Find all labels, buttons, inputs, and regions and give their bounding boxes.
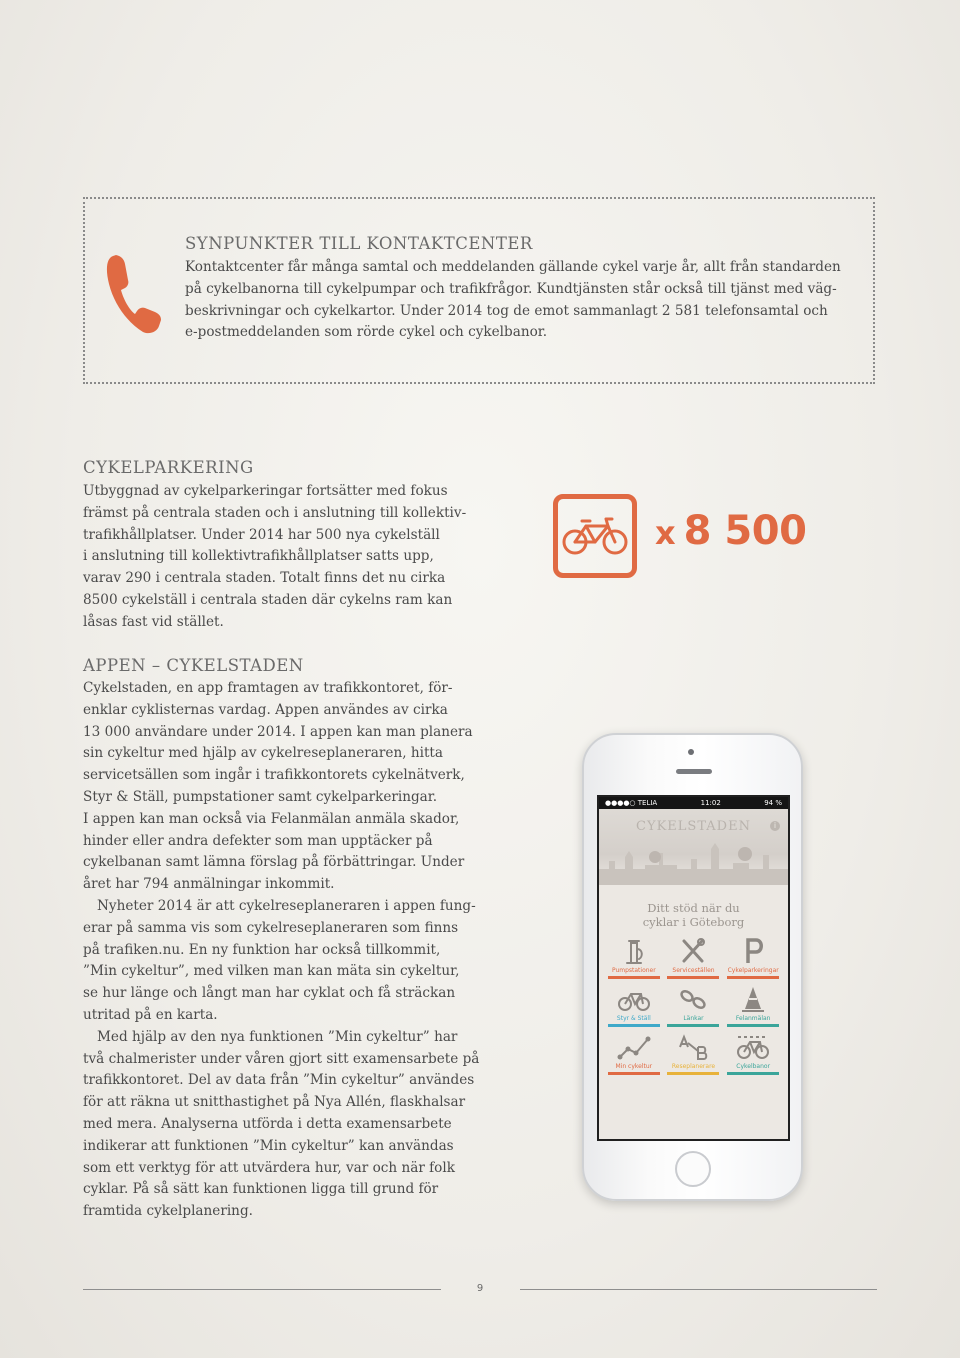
tile-label: Cykelparkeringar <box>727 967 779 974</box>
bike-lanes-icon <box>736 1033 770 1061</box>
menu-tile-lankar[interactable] <box>667 985 721 1027</box>
battery-label: 94 % <box>764 799 782 807</box>
text-line: framtida cykelplanering. <box>83 1203 253 1220</box>
text-line: enklar cyklisternas vardag. Appen användes av cirka <box>83 701 448 718</box>
tile-label: Serviceställen <box>672 967 715 974</box>
tile-underline <box>608 976 660 979</box>
text-line: erar på samma vis som cykelreseplaneraren som finns <box>83 919 459 936</box>
app-tagline <box>599 901 788 929</box>
status-bar <box>599 797 788 809</box>
text-line: Utbyggnad av cykelparkeringar fortsätter med fokus <box>83 483 448 499</box>
count-prefix: x <box>655 514 676 552</box>
phone-mockup <box>582 733 803 1201</box>
tagline-line: Ditt stöd när du <box>647 901 740 915</box>
tile-label: Pumpstationer <box>611 967 656 974</box>
menu-tile-pumpstationer[interactable] <box>607 937 661 979</box>
parking-heading: CYKELPARKERING <box>83 458 254 477</box>
text-line: beskrivningar och cykelkartor. Under 2014 tog de emot sammanlagt 2 581 telefonsamtal och <box>185 302 828 319</box>
text-line: varav 290 i centrala staden. Totalt finns det nu cirka <box>83 570 446 587</box>
phone-icon <box>101 250 163 336</box>
app-title: CYKELSTADEN <box>636 819 751 834</box>
bicycle-icon <box>562 516 628 556</box>
links-icon <box>676 985 710 1013</box>
bike-parking-badge <box>553 494 637 578</box>
count-value: 8 500 <box>683 508 807 554</box>
parking-body <box>83 481 466 634</box>
tile-underline <box>727 976 779 979</box>
contact-heading: SYNPUNKTER TILL KONTAKTCENTER <box>185 234 533 253</box>
tools-icon <box>676 937 710 965</box>
tile-underline <box>608 1024 660 1027</box>
pump-icon <box>617 937 651 965</box>
menu-tile-felanmalan[interactable] <box>726 985 780 1027</box>
home-button[interactable] <box>675 1151 711 1187</box>
tile-underline <box>667 1072 719 1075</box>
tile-label: Cykelbanor <box>736 1063 771 1070</box>
info-icon[interactable]: i <box>770 821 780 831</box>
text-line: indikerar att funktionen ”Min cykeltur” kan användas <box>83 1137 454 1154</box>
parking-icon <box>736 937 770 965</box>
tagline-line: cyklar i Göteborg <box>642 915 745 929</box>
footer-rule-right <box>520 1289 877 1290</box>
text-line: sin cykeltur med hjälp av cykelreseplaneraren, hitta <box>83 745 443 762</box>
tile-label: Min cykeltur <box>615 1063 653 1070</box>
text-line: främst på centrala staden och i anslutning till kollektiv- <box>83 504 467 521</box>
paragraph <box>83 896 479 1027</box>
cone-icon <box>736 985 770 1013</box>
text-line: med mera. Analyserna utförda i detta examensarbete <box>83 1115 452 1132</box>
text-line: i anslutning till kollektivtrafikhållplatser satts upp, <box>83 548 434 565</box>
app-menu-grid <box>599 929 788 1075</box>
tile-label: Länkar <box>683 1015 704 1022</box>
bicycle-icon <box>617 985 651 1013</box>
text-line: 13 000 användare under 2014. I appen kan man planera <box>83 723 473 740</box>
text-line: 8500 cykelställ i centrala staden där cykelns ram kan <box>83 591 453 608</box>
planner-icon <box>676 1033 710 1061</box>
text-line: Med hjälp av den nya funktionen ”Min cykeltur” har <box>97 1028 458 1045</box>
text-line: Kontaktcenter får många samtal och meddelanden gällande cykel varje år, allt från standarden <box>185 259 841 275</box>
tile-underline <box>667 976 719 979</box>
bike-parking-count <box>655 508 806 554</box>
app-header <box>599 809 788 885</box>
menu-tile-reseplanerare[interactable] <box>667 1033 721 1075</box>
speaker-grille <box>676 769 712 774</box>
text-line: på cykelbanorna till cykelpumpar och trafikfrågor. Kundtjänsten står också till tjänst med väg- <box>185 280 837 297</box>
tile-underline <box>608 1072 660 1075</box>
contact-body <box>185 257 841 344</box>
text-line: två chalmerister under våren gjort sitt examensarbete på <box>83 1050 480 1067</box>
clock-label: 11:02 <box>700 799 721 807</box>
text-line: e-postmeddelanden som rörde cykel och cykelbanor. <box>185 324 548 341</box>
tile-label: Styr & Ställ <box>616 1015 651 1022</box>
menu-tile-cykelbanor[interactable] <box>726 1033 780 1075</box>
carrier-label: ●●●●○ TELIA <box>605 799 658 807</box>
text-line: servicetsällen som ingår i trafikkontorets cykelnätverk, <box>83 767 465 784</box>
text-line: Nyheter 2014 är att cykelreseplaneraren i appen fung- <box>97 897 476 914</box>
text-line: trafikkontoret. Del av data från ”Min cykeltur” användes <box>83 1072 475 1089</box>
menu-tile-servicestallen[interactable] <box>667 937 721 979</box>
tile-underline <box>727 1072 779 1075</box>
text-line: I appen kan man också via Felanmälan anmäla skador, <box>83 810 460 827</box>
text-line: året har 794 anmälningar inkommit. <box>83 876 335 893</box>
text-line: Styr & Ställ, pumpstationer samt cykelparkeringar. <box>83 788 438 805</box>
menu-tile-cykelparkeringar[interactable] <box>726 937 780 979</box>
menu-tile-min-cykeltur[interactable] <box>607 1033 661 1075</box>
text-line: på trafiken.nu. En ny funktion har också tillkommit, <box>83 941 441 958</box>
app-screen <box>597 795 790 1141</box>
app-heading: APPEN – CYKELSTADEN <box>83 656 304 675</box>
paragraph <box>83 1027 479 1223</box>
tile-underline <box>727 1024 779 1027</box>
page-number: 9 <box>476 1283 484 1294</box>
city-skyline-illustration <box>599 839 788 885</box>
text-line: låsas fast vid stället. <box>83 613 224 630</box>
text-line: cyklar. På så sätt kan funktionen ligga till grund för <box>83 1181 439 1198</box>
footer-rule-left <box>83 1289 441 1290</box>
text-line: hinder eller andra defekter som man upptäcker på <box>83 832 433 849</box>
tile-underline <box>667 1024 719 1027</box>
text-line: ”Min cykeltur”, med vilken man kan mäta sin cykeltur, <box>83 963 460 980</box>
text-line: som ett verktyg för att utvärdera hur, var och när folk <box>83 1159 455 1176</box>
tile-label: Reseplanerare <box>671 1063 716 1070</box>
app-body <box>83 678 479 1223</box>
text-line: för att räkna ut snitthastighet på Nya Allén, flaskhalsar <box>83 1094 466 1111</box>
route-icon <box>617 1033 651 1061</box>
text-line: Cykelstaden, en app framtagen av trafikkontoret, för- <box>83 680 453 696</box>
text-line: utritad på en karta. <box>83 1006 218 1023</box>
text-line: se hur länge och långt man har cyklat och få sträckan <box>83 985 456 1002</box>
text-line: trafikhållplatser. Under 2014 har 500 nya cykelställ <box>83 526 440 543</box>
menu-tile-styr-och-stall[interactable] <box>607 985 661 1027</box>
paragraph <box>83 678 479 896</box>
tile-label: Felanmälan <box>735 1015 771 1022</box>
camera-icon <box>688 749 694 755</box>
text-line: cykelbanan samt lämna förslag på förbättringar. Under <box>83 854 465 871</box>
